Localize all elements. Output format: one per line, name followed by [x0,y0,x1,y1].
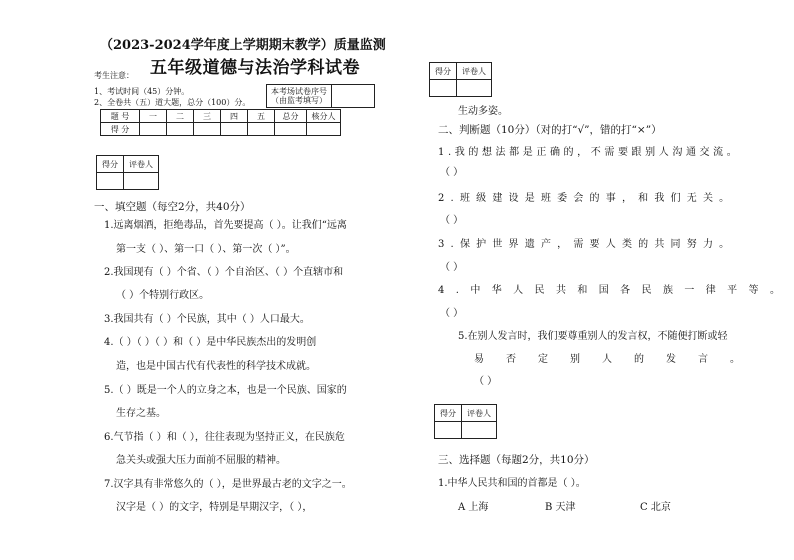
score-cell[interactable] [140,123,167,136]
answer-blank[interactable]: （ ） [474,376,498,387]
section-title-multiple-choice: 三、选择题（每题2分，共10分） [438,454,595,466]
score-cell[interactable] [194,123,221,136]
notice-title: 考生注意： [94,71,134,80]
choice-option-c[interactable]: C 北京 [640,502,671,513]
score-table-header-row [101,110,341,123]
score-label: 得分 [430,63,457,80]
section-title-fill-in: 一、填空题（每空2分，共40分） [94,201,251,213]
score-cell[interactable] [307,123,341,136]
exam-subtitle: （2023-2024学年度上学期期末教学）质量监测 [100,38,386,53]
score-cell[interactable] [221,123,248,136]
header-cell: 总分 [275,110,307,123]
grader-box [96,155,159,190]
header-cell: 二 [167,110,194,123]
question-line: 第一支（ ）、第一口（ ）、第一次（ ）”。 [116,244,296,255]
question-line: 急关头或强大压力面前不屈服的精神。 [116,455,286,466]
section-title-true-false: 二、判断题（10分）（对的打“√”，错的打“×”） [438,124,662,136]
score-label: 得分 [435,405,462,422]
question-line: 生动多姿。 [458,106,508,117]
question-line: 4.中华人民共和国各民族一律平等。 [438,285,792,296]
header-cell: 一 [140,110,167,123]
question-line: 造，也是中国古代有代表性的科学技术成就。 [116,361,316,372]
question-line: 4.（ ）（ ）（ ）和（ ）是中华民族杰出的发明创 [104,337,317,348]
seat-code-label [267,85,332,108]
answer-blank[interactable]: （ ） [440,308,464,319]
header-cell: 核分人 [307,110,341,123]
grader-field[interactable] [457,80,492,97]
question-line: 3.保护世界遗产，需要人类的共同努力。 [438,239,736,250]
question-line: 6.气节指（ ）和（ ），往往表现为坚持正义，在民族危 [104,432,345,443]
question-line: 5.（ ）既是一个人的立身之本，也是一个民族、国家的 [104,385,347,396]
header-cell: 三 [194,110,221,123]
grader-box [434,404,497,439]
seat-code-field[interactable] [332,85,375,108]
question-line: 5.在别人发言时，我们要尊重别人的发言权，不随便打断或轻 [458,331,728,342]
header-cell: 四 [221,110,248,123]
seat-code-box [266,84,375,108]
score-field[interactable] [430,80,457,97]
header-cell: 五 [248,110,275,123]
notice-item: 2、全卷共（五）道大题，总分（100）分。 [94,98,251,107]
answer-blank[interactable]: （ ） [440,262,464,273]
score-cell[interactable] [275,123,307,136]
grader-field[interactable] [462,422,497,439]
score-field[interactable] [435,422,462,439]
seat-code-label-line2: （由监考填写） [271,96,327,105]
score-table [100,109,341,136]
row-label: 得 分 [101,123,140,136]
question-line: 1.我的想法都是正确的，不需要跟别人沟通交流。 [438,147,741,158]
question-line: 1.中华人民共和国的首都是（ ）。 [438,478,586,489]
score-cell[interactable] [248,123,275,136]
notice-item: 1、考试时间（45）分钟。 [94,87,190,96]
exam-title: 五年级道德与法治学科试卷 [150,58,360,78]
seat-code-label-line1: 本考场试卷序号 [271,87,327,96]
question-line: 易否定别人的发言。 [474,354,762,365]
question-line: 2.班级建设是班委会的事，和我们无关。 [438,193,736,204]
grader-field[interactable] [124,173,159,190]
grader-label: 评卷人 [457,63,492,80]
choice-option-b[interactable]: B 天津 [545,502,576,513]
answer-blank[interactable]: （ ） [440,215,464,226]
question-line: （ ）个特别行政区。 [116,290,210,301]
score-field[interactable] [97,173,124,190]
question-line: 3.我国共有（ ）个民族，其中（ ）人口最大。 [104,314,310,325]
score-table-score-row [101,123,341,136]
question-line: 1.远离烟酒，拒绝毒品，首先要提高（ ）。让我们“远离 [104,220,347,231]
question-line: 汉字是（ ）的文字，特别是早期汉字，（ ）， [116,502,313,513]
grader-label: 评卷人 [462,405,497,422]
header-cell: 题 号 [101,110,140,123]
answer-blank[interactable]: （ ） [440,167,464,178]
question-line: 7.汉字具有非常悠久的（ ），是世界最古老的文字之一。 [104,479,352,490]
score-label: 得分 [97,156,124,173]
score-cell[interactable] [167,123,194,136]
question-line: 生存之基。 [116,408,166,419]
grader-box [429,62,492,97]
choice-option-a[interactable]: A 上海 [458,502,489,513]
question-line: 2.我国现有（ ）个省、（ ）个自治区、（ ）个直辖市和 [104,267,344,278]
grader-label: 评卷人 [124,156,159,173]
